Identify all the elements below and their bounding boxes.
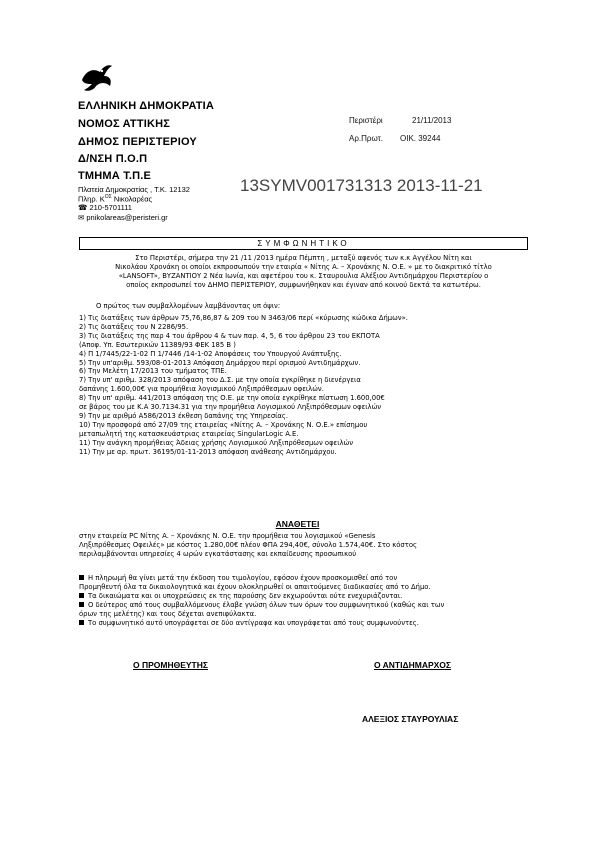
list-item: σε βάρος του με Κ.Α 30.7134.31 για την προμήθεια Λογισμικού Ληξιπρόθεσμων οφειλών: [79, 403, 382, 412]
assigns-heading: ΑΝΑΘΕΤΕΙ: [275, 519, 320, 529]
list-item: (Αποφ. Υπ. Εσωτερικών 11389/93 ΦΕΚ 185 Β ): [79, 340, 236, 349]
assigns-paragraph: [79, 532, 528, 559]
org-line-4: Δ/ΝΣΗ Π.Ο.Π: [78, 153, 148, 165]
term-item: Ο δεύτερος από τους συμβαλλόμενους έλαβε γνώση όλων των όρων του συμφωνητικού (καθώς και των όρων της μελέτης) και τους δέχεται ανεπιφύλακτα.: [79, 600, 445, 618]
intro-line: Στο Περιστέρι, σήμερα την 21 /11 /2013 ημέρα Πέμπτη , μεταξύ αφενός των κ.κ Αγγέλου Νίτη και: [135, 254, 472, 262]
square-bullet-icon: [79, 620, 84, 625]
list-item: 5) Την υπ'αριθμ. 593/08-01-2013 Απόφαση Δημάρχου περί ορισμού Αντιδημάρχων.: [79, 358, 361, 367]
document-title: ΣΥΜΦΩΝΗΤΙΚΟ: [79, 237, 528, 250]
list-item: 2) Τις διατάξεις του Ν 2286/95.: [79, 322, 189, 331]
list-item: 11) Την με αρ. πρωτ. 36195/01-11-2013 απόφαση ανάθεσης Αντιδημάρχου.: [79, 447, 337, 456]
considerations-list: [79, 314, 528, 457]
registry-stamp: 13SYMV001731313 2013-11-21: [240, 176, 483, 195]
place-label: Περιστέρι: [349, 116, 383, 125]
intro-paragraph: [79, 254, 528, 290]
list-item: 9) Την με αριθμό Α586/2013 έκθεση δαπάνης της Υπηρεσίας.: [79, 411, 289, 420]
square-bullet-icon: [79, 602, 84, 607]
list-item: 6) Την Μελέτη 17/2013 του τμήματος ΤΠΕ.: [79, 367, 227, 376]
list-item: μεταπωλητή της κατασκευάστριας εταιρείας SingularLogic A.E.: [79, 429, 299, 438]
terms-list: [79, 574, 528, 627]
org-line-2: ΝΟΜΟΣ ΑΤΤΙΚΗΣ: [78, 118, 171, 130]
intro-line: Νικολάου Χρονάκη οι οποίοι εκπροσωπούν την εταιρία « Νίτης Α. – Χρονάκης Ν. Ο.Ε. » με το διακριτικό τίτλο: [115, 262, 492, 271]
list-item: 8) Την υπ' αριθμ. 441/2013 απόφαση της Ο.Ε. με την οποία εγκρίθηκε πίστωση 1.600,00€: [79, 394, 385, 403]
list-item: 3) Τις διατάξεις της παρ 4 του άρθρου 4 & των παρ. 4, 5, 6 του άρθρου 23 του ΕΚΠΟΤΑ: [79, 331, 380, 340]
list-item: 1) Τις διατάξεις των άρθρων 75,76,86,87 & 209 του Ν 3463/06 περί «κύρωσης κώδικα Δήμων».: [79, 314, 408, 322]
email-link[interactable]: pnikolareas@peristeri.gr: [86, 213, 168, 222]
square-bullet-icon: [79, 593, 84, 598]
deputy-mayor-signature-title: Ο ΑΝΤΙΔΗΜΑΡΧΟΣ: [374, 660, 452, 670]
document-date: 21/11/2013: [412, 116, 452, 125]
deputy-mayor-name: ΑΛΕΞΙΟΣ ΣΤΑΥΡΟΥΛΙΑΣ: [362, 714, 459, 724]
term-item: Η πληρωμή θα γίνει μετά την έκδοση του τιμολογίου, εφόσον έχουν προσκομισθεί από τον Προμηθευτή όλα τα δικαιολογητικά και έχουν ολοκληρωθεί οι απαιτούμενες διαδικασίες από το Δήμο.: [79, 574, 431, 591]
intro-line: οποίος εκπροσωπεί τον ΔΗΜΟ ΠΕΡΙΣΤΕΡΙΟΥ, συμφωνήθηκαν και έγιναν από κοινού δεκτά τα κατωτέρω.: [126, 280, 481, 289]
protocol-label: Αρ.Πρωτ.: [349, 134, 383, 143]
phone-line: ☎ 210-5701111: [78, 203, 132, 212]
contact-person: Πληρ. $K^{O\Sigma}$ Νικολαρέας: [78, 194, 153, 204]
term-item: Το συμφωνητικό αυτό υπογράφεται σε δύο αντίγραφα και υπογράφεται από τους συμφωνούντες.: [79, 619, 528, 628]
supplier-signature-title: Ο ΠΡΟΜΗΘΕΥΤΗΣ: [133, 660, 208, 670]
square-bullet-icon: [79, 575, 84, 580]
protocol-number: ΟΙΚ. 39244: [400, 134, 441, 143]
list-item: 11) Την ανάγκη προμήθειας Άδειας χρήσης Λογισμικού Ληξιπρόθεσμων οφειλών: [79, 438, 354, 447]
assigns-line: περιλαμβάνονται υπηρεσίες 4 ωρών εγκατάστασης και εκπαίδευσης προσωπικού: [79, 549, 357, 558]
address: Πλατεία Δημοκρατίας , Τ.Κ. 12132: [78, 185, 190, 194]
assigns-line: στην εταιρεία PC Νίτης Α. – Χρονάκης Ν. Ο.Ε. την προμήθεια του λογισμικού «Genesis: [79, 532, 376, 540]
intro-line: «LANSOFT», ΒΥΖΑΝΤΙΟΥ 2 Νέα Ιωνία, και αφετέρου του κ. Σταυρουλια Αλέξιου Αντιδημάρχου Περιστερίου ο: [118, 271, 489, 280]
list-item: 7) Την υπ' αριθμ. 328/2013 απόφαση του Δ.Σ. με την οποία εγκρίθηκε η διενέργεια: [79, 376, 361, 385]
email-line: [78, 213, 168, 222]
org-line-5: ΤΜΗΜΑ Τ.Π.Ε: [78, 170, 152, 182]
org-line-1: ΕΛΛΗΝΙΚΗ ΔΗΜΟΚΡΑΤΙΑ: [78, 100, 215, 112]
term-item: Τα δικαιώματα και οι υποχρεώσεις εκ της παρούσης δεν εκχωρούνται ούτε ενεχυριάζονται.: [79, 592, 528, 601]
municipality-logo: [80, 60, 114, 94]
phone-icon: ☎: [78, 203, 88, 212]
org-line-3: ΔΗΜΟΣ ΠΕΡΙΣΤΕΡΙΟΥ: [78, 136, 197, 148]
considerations-intro: Ο πρώτος των συμβαλλομένων λαμβάνοντας υπ όψιν:: [96, 302, 281, 310]
list-item: 10) Την προσφορά από 27/09 της εταιρείας «Νίτης Α. – Χρονάκης Ν. Ο.Ε.» επίσημου: [79, 420, 368, 429]
mail-icon: ✉: [78, 213, 85, 222]
list-item: δαπάνης 1.600,00€ για προμήθεια λογισμικού Ληξιπρόθεσμων οφειλών.: [79, 385, 324, 394]
list-item: 4) Π 1/7445/22-1-02 Π 1/7446 /14-1-02 Αποφάσεις του Υπουργού Ανάπτυξης.: [79, 349, 342, 358]
assigns-line: Ληξιπρόθεσμες Οφειλές» με κόστος 1.280,00€ πλέον ΦΠΑ 294,40€, σύνολο 1.574,40€. Στο κόστος: [79, 540, 417, 549]
